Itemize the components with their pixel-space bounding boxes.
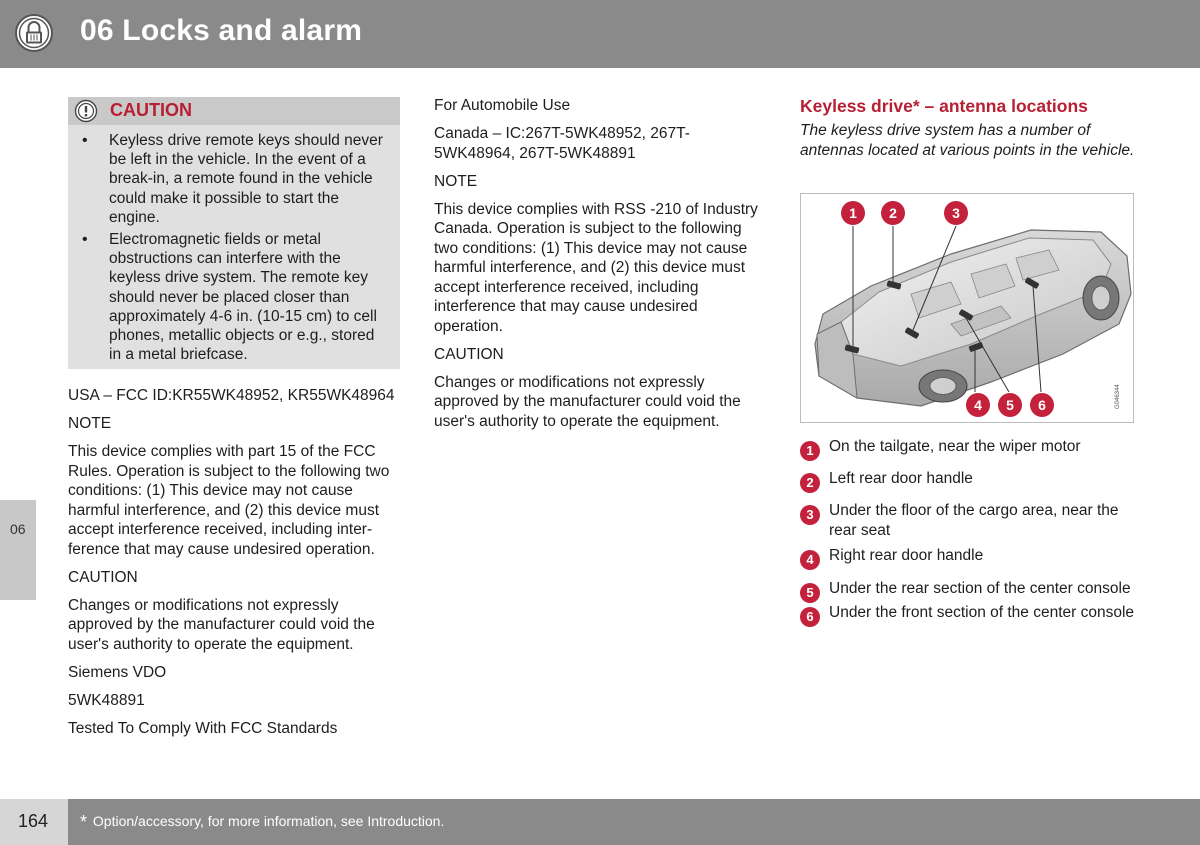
caution-box xyxy=(68,97,400,369)
legend-text: Right rear door handle xyxy=(829,547,984,564)
column-1 xyxy=(68,386,402,747)
legend-item xyxy=(800,501,1136,540)
legend-text: Left rear door handle xyxy=(829,469,973,487)
caution-heading: CAUTION xyxy=(434,345,504,363)
number-badge: 5 xyxy=(800,583,820,603)
manufacturer-text: Siemens VDO xyxy=(68,663,167,681)
chapter-tab-label: 06 xyxy=(10,521,26,537)
page-number: 164 xyxy=(18,811,49,831)
note-heading: NOTE xyxy=(434,172,478,190)
caution-header xyxy=(68,97,400,125)
modifications-text: Changes or modifications not expressly approved by the manufacturer could void the user's authority to operate the equipment. xyxy=(434,373,741,430)
legend-item xyxy=(800,603,1136,623)
rss-compliance-text: This device complies with RSS -210 of Industry Canada. Operation is subject to the following two conditions: (1) This device may not cause harmful interference, and (2) this device must accept interference received, including interference that may cause undesired operation. xyxy=(434,200,758,335)
legend-item xyxy=(800,437,1136,457)
legend-text: On the tailgate, near the wiper motor xyxy=(829,438,1081,455)
automobile-use-text: For Automobile Use xyxy=(434,97,571,114)
legend-text: Under the floor of the cargo area, near the rear seat xyxy=(829,502,1119,539)
svg-text:5: 5 xyxy=(1006,397,1014,413)
car-illustration xyxy=(801,194,1134,423)
padlock-icon xyxy=(14,13,54,53)
caution-item: • Keyless drive remote keys should never be left in the vehicle. In the event of a break-in, a remote found in the vehicle could make it possible to start the engine. xyxy=(68,131,400,227)
callout-1 xyxy=(841,201,865,225)
antenna-location-figure xyxy=(800,193,1134,423)
number-badge: 1 xyxy=(800,441,820,461)
callout-4 xyxy=(966,393,990,417)
footer-note-text: Option/accessory, for more information, see Introduction. xyxy=(92,813,445,829)
svg-text:1: 1 xyxy=(849,205,857,221)
column-2 xyxy=(434,96,770,440)
callout-3 xyxy=(944,201,968,225)
callout-5 xyxy=(998,393,1022,417)
fcc-id-text: USA – FCC ID:KR55WK48952, KR55WK48964 xyxy=(68,387,395,404)
callout-2 xyxy=(881,201,905,225)
section-intro: The keyless drive system has a number of antennas located at various points in the vehicle. xyxy=(800,122,1135,159)
legend-text: Under the rear section of the center console xyxy=(829,579,1131,597)
svg-text:2: 2 xyxy=(889,205,897,221)
caution-title: CAUTION xyxy=(110,100,192,120)
footer-note xyxy=(80,812,444,833)
tested-text: Tested To Comply With FCC Standards xyxy=(68,719,338,737)
svg-text:6: 6 xyxy=(1038,397,1046,413)
svg-text:4: 4 xyxy=(974,397,982,413)
number-badge: 2 xyxy=(800,473,820,493)
ic-id-text: Canada – IC:267T-5WK48952, 267T-5WK48964, 267T-5WK48891 xyxy=(434,125,690,162)
callout-legend xyxy=(800,437,1136,623)
chapter-tab xyxy=(0,500,36,600)
legend-item xyxy=(800,469,1136,489)
asterisk-mark: * xyxy=(80,812,88,832)
part-number-text: 5WK48891 xyxy=(68,691,145,709)
caution-list xyxy=(68,131,400,367)
svg-text:3: 3 xyxy=(952,205,960,221)
legend-text: Under the front section of the center console xyxy=(829,604,1135,621)
modifications-text: Changes or modifications not expressly approved by the manufacturer could void the user's authority to operate the equipment. xyxy=(68,596,375,653)
figure-code: G046344 xyxy=(1115,384,1121,409)
caution-item: • Electromagnetic fields or metal obstructions can interfere with the keyless drive system. The remote key should never be placed closer than approximately 4-6 in. (10-15 cm) to cell phones, metallic objects or e.g., stored in a metal briefcase. xyxy=(68,230,400,364)
section-title: Keyless drive* – antenna locations xyxy=(800,96,1088,116)
caution-heading: CAUTION xyxy=(68,568,138,586)
note-heading: NOTE xyxy=(68,415,112,432)
warning-icon xyxy=(74,99,98,123)
number-badge: 6 xyxy=(800,607,820,627)
legend-item xyxy=(800,579,1136,599)
page-title: 06 Locks and alarm xyxy=(80,14,363,47)
legend-item xyxy=(800,546,1136,566)
number-badge: 3 xyxy=(800,505,820,525)
number-badge: 4 xyxy=(800,550,820,570)
callout-6 xyxy=(1030,393,1054,417)
fcc-compliance-text: This device complies with part 15 of the FCC Rules. Operation is subject to the following two conditions: (1) This device may not cause harmful interference, and (2) this device must accept interference received, including interference that may cause undesired operation. xyxy=(68,443,390,558)
